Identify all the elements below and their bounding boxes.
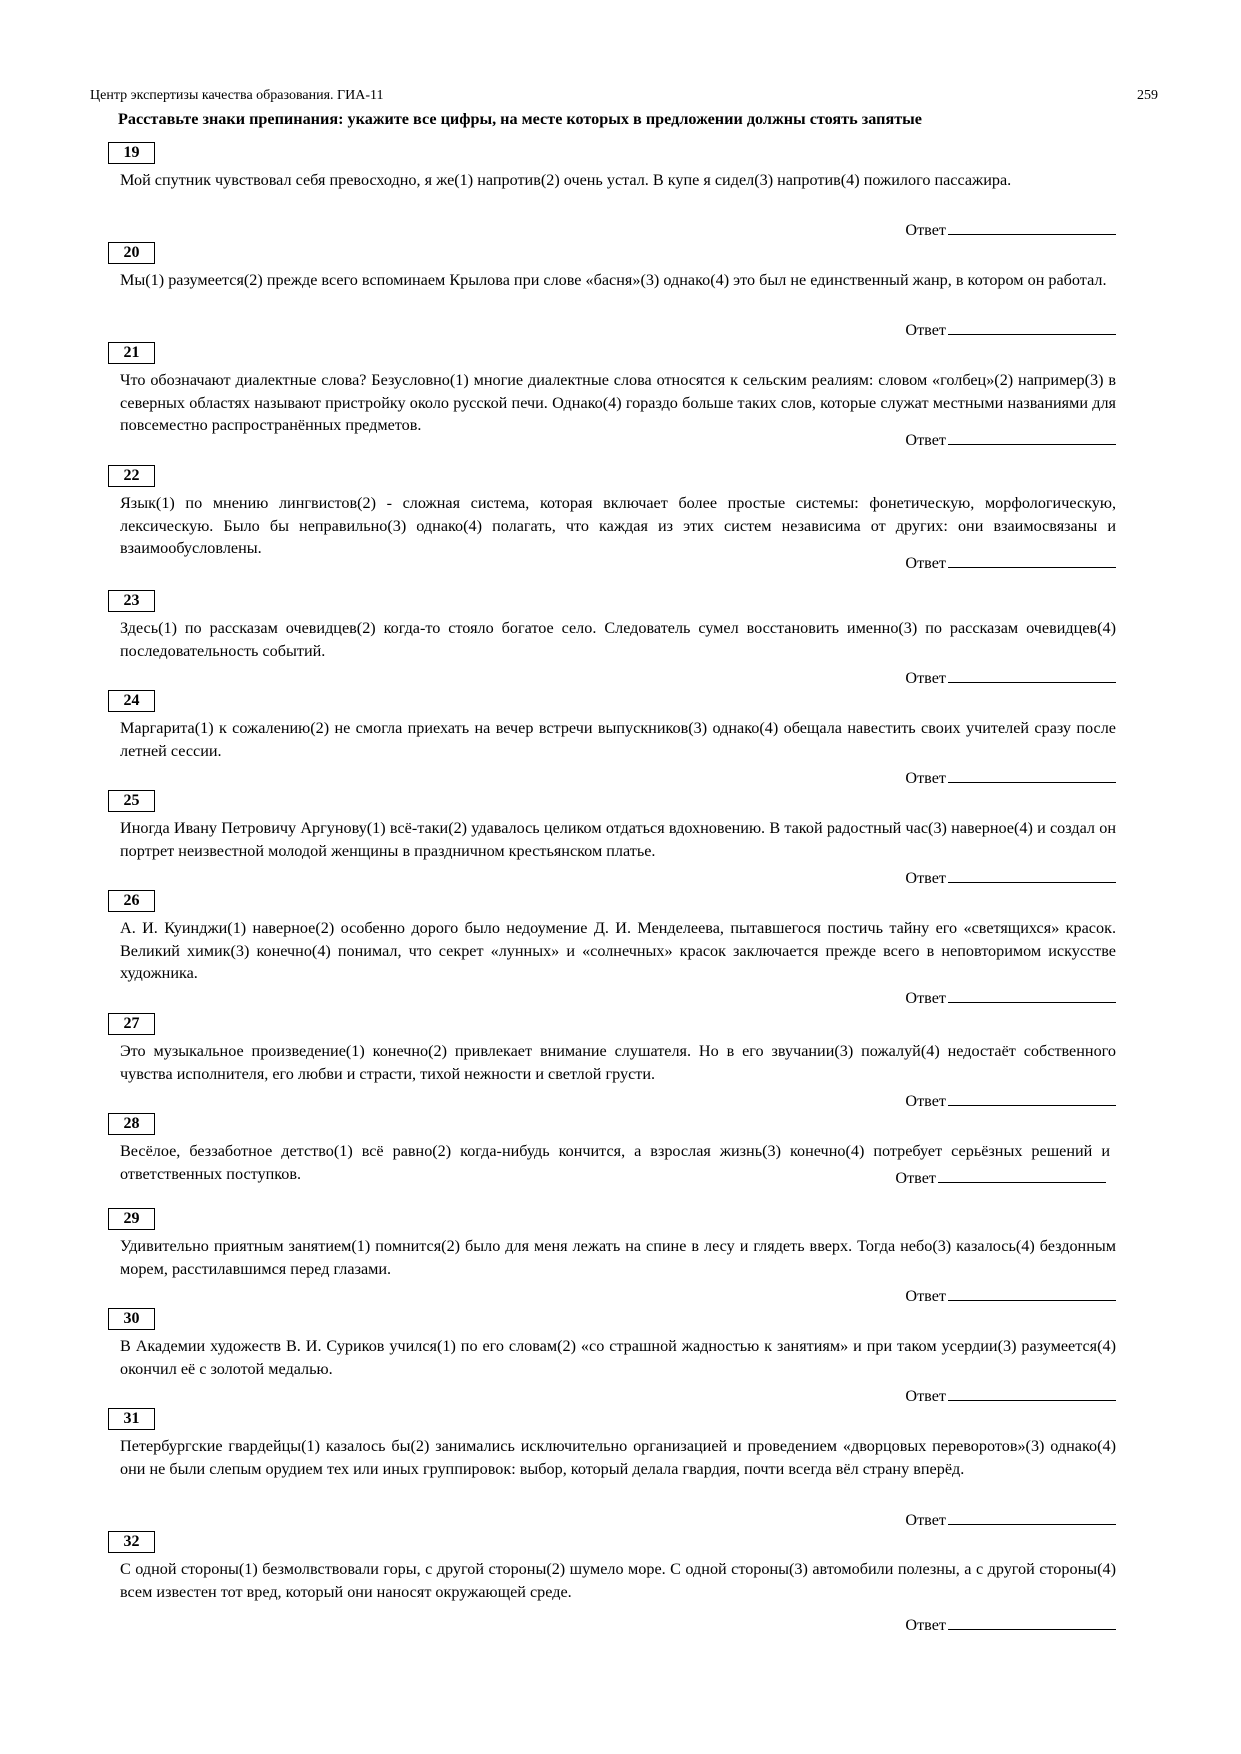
task-number-box: 32	[108, 1531, 155, 1553]
answer-field[interactable]	[905, 868, 1116, 888]
answer-label: Ответ	[905, 769, 946, 787]
answer-line[interactable]	[948, 768, 1116, 783]
answer-field[interactable]	[905, 1615, 1116, 1635]
answer-label: Ответ	[905, 1616, 946, 1634]
answer-line[interactable]	[948, 988, 1116, 1003]
task-number-box: 30	[108, 1308, 155, 1330]
answer-label: Ответ	[905, 669, 946, 687]
answer-line[interactable]	[948, 430, 1116, 445]
task-text: Петербургские гвардейцы(1) казалось бы(2) занимались исключительно организацией и проведением «дворцовых переворотов»(3) однако(4) они не были слепым орудием тех или иных группировок: выбор, который делала гвардия, почти всегда вёл страну вперёд.	[120, 1437, 1116, 1478]
answer-field[interactable]	[905, 320, 1116, 340]
answer-line[interactable]	[948, 1091, 1116, 1106]
instruction-heading: Расставьте знаки препинания: укажите все цифры, на месте которых в предложении должны стоять запятые	[118, 110, 922, 128]
answer-label: Ответ	[905, 869, 946, 887]
header-source: Центр экспертизы качества образования. ГИА-11	[90, 88, 384, 103]
answer-label: Ответ	[905, 221, 946, 239]
task-text: Язык(1) по мнению лингвистов(2) - сложная система, которая включает более простые системы: фонетическую, морфологическую, лексическую. Было бы неправильно(3) однако(4) полагать, что каждая из этих систем независима от других: они взаимосвязаны и взаимообусловлены.	[120, 494, 1116, 557]
task-number-box: 28	[108, 1113, 155, 1135]
answer-field[interactable]	[905, 668, 1116, 688]
answer-line[interactable]	[948, 1615, 1116, 1630]
page-header	[90, 88, 1158, 108]
task-text: Иногда Ивану Петровичу Аргунову(1) всё-таки(2) удавалось целиком отдаться вдохновению. В такой радостный час(3) наверное(4) и создал он портрет неизвестной молодой женщины в праздничном крестьянском платье.	[120, 819, 1116, 860]
answer-label: Ответ	[905, 321, 946, 339]
answer-line[interactable]	[948, 1386, 1116, 1401]
task-number-box: 21	[108, 342, 155, 364]
answer-label: Ответ	[905, 431, 946, 449]
answer-field[interactable]	[905, 553, 1116, 573]
task-number-box: 26	[108, 890, 155, 912]
task-number-box: 29	[108, 1208, 155, 1230]
task-text: Мой спутник чувствовал себя превосходно, я же(1) напротив(2) очень устал. В купе я сидел(3) напротив(4) пожилого пассажира.	[120, 171, 1012, 189]
task-text: Весёлое, беззаботное детство(1) всё равно(2) когда-нибудь кончится, а взрослая жизнь(3) конечно(4) потребует серьёзных решений и ответственных поступков.	[120, 1142, 1110, 1183]
task-text: Удивительно приятным занятием(1) помнится(2) было для меня лежать на спине в лесу и глядеть вверх. Тогда небо(3) казалось(4) бездонным морем, расстилавшимся перед глазами.	[120, 1237, 1116, 1278]
answer-label: Ответ	[905, 1092, 946, 1110]
task-text: А. И. Куинджи(1) наверное(2) особенно дорого было недоумение Д. И. Менделеева, пытавшегося постичь тайну его «светящихся» красок. Великий химик(3) конечно(4) понимал, что секрет «лунных» и «солнечных» красок заключается прежде всего в неповторимом искусстве художника.	[120, 919, 1116, 982]
answer-line[interactable]	[948, 553, 1116, 568]
answer-label: Ответ	[905, 1387, 946, 1405]
task-text: С одной стороны(1) безмолвствовали горы, с другой стороны(2) шумело море. С одной стороны(3) автомобили полезны, а с другой стороны(4) всем известен тот вред, который они наносят окружающей среде.	[120, 1560, 1116, 1601]
answer-label: Ответ	[895, 1169, 936, 1187]
answer-field[interactable]	[895, 1168, 1106, 1188]
task-number-box: 19	[108, 142, 155, 164]
answer-line[interactable]	[948, 668, 1116, 683]
task-number-box: 23	[108, 590, 155, 612]
answer-field[interactable]	[905, 988, 1116, 1008]
answer-label: Ответ	[905, 1511, 946, 1529]
answer-line[interactable]	[948, 220, 1116, 235]
answer-line[interactable]	[948, 1510, 1116, 1525]
answer-field[interactable]	[905, 1286, 1116, 1306]
task-text: Это музыкальное произведение(1) конечно(2) привлекает внимание слушателя. Но в его звучании(3) пожалуй(4) недостаёт собственного чувства исполнителя, его любви и страсти, тихой нежности и светлой грусти.	[120, 1042, 1116, 1083]
task-number-box: 20	[108, 242, 155, 264]
task-number-box: 27	[108, 1013, 155, 1035]
answer-field[interactable]	[905, 768, 1116, 788]
page-number: 259	[1137, 88, 1158, 103]
answer-label: Ответ	[905, 554, 946, 572]
task-text: Маргарита(1) к сожалению(2) не смогла приехать на вечер встречи выпускников(3) однако(4) обещала навестить своих учителей сразу после летней сессии.	[120, 719, 1116, 760]
task-text: Мы(1) разумеется(2) прежде всего вспоминаем Крылова при слове «басня»(3) однако(4) это был не единственный жанр, в котором он работал.	[120, 271, 1107, 289]
task-number-box: 22	[108, 465, 155, 487]
task-text: Что обозначают диалектные слова? Безусловно(1) многие диалектные слова относятся к сельским реалиям: словом «голбец»(2) например(3) в северных областях называют пристройку около русской печи. Однако(4) гораздо больше таких слов, которые служат местными названиями для повсеместно распространённых предметов.	[120, 371, 1116, 434]
answer-label: Ответ	[905, 1287, 946, 1305]
answer-field[interactable]	[905, 1386, 1116, 1406]
task-number-box: 25	[108, 790, 155, 812]
task-number-box: 31	[108, 1408, 155, 1430]
answer-line[interactable]	[948, 320, 1116, 335]
task-text: Здесь(1) по рассказам очевидцев(2) когда-то стояло богатое село. Следователь сумел восстановить именно(3) по рассказам очевидцев(4) последовательность событий.	[120, 619, 1116, 660]
answer-line[interactable]	[948, 868, 1116, 883]
task-text: В Академии художеств В. И. Суриков учился(1) по его словам(2) «со страшной жадностью к занятиям» и при таком усердии(3) разумеется(4) окончил её с золотой медалью.	[120, 1337, 1116, 1378]
answer-field[interactable]	[905, 1510, 1116, 1530]
task-number-box: 24	[108, 690, 155, 712]
answer-line[interactable]	[948, 1286, 1116, 1301]
answer-field[interactable]	[905, 430, 1116, 450]
answer-field[interactable]	[905, 220, 1116, 240]
answer-line[interactable]	[938, 1168, 1106, 1183]
answer-label: Ответ	[905, 989, 946, 1007]
answer-field[interactable]	[905, 1091, 1116, 1111]
